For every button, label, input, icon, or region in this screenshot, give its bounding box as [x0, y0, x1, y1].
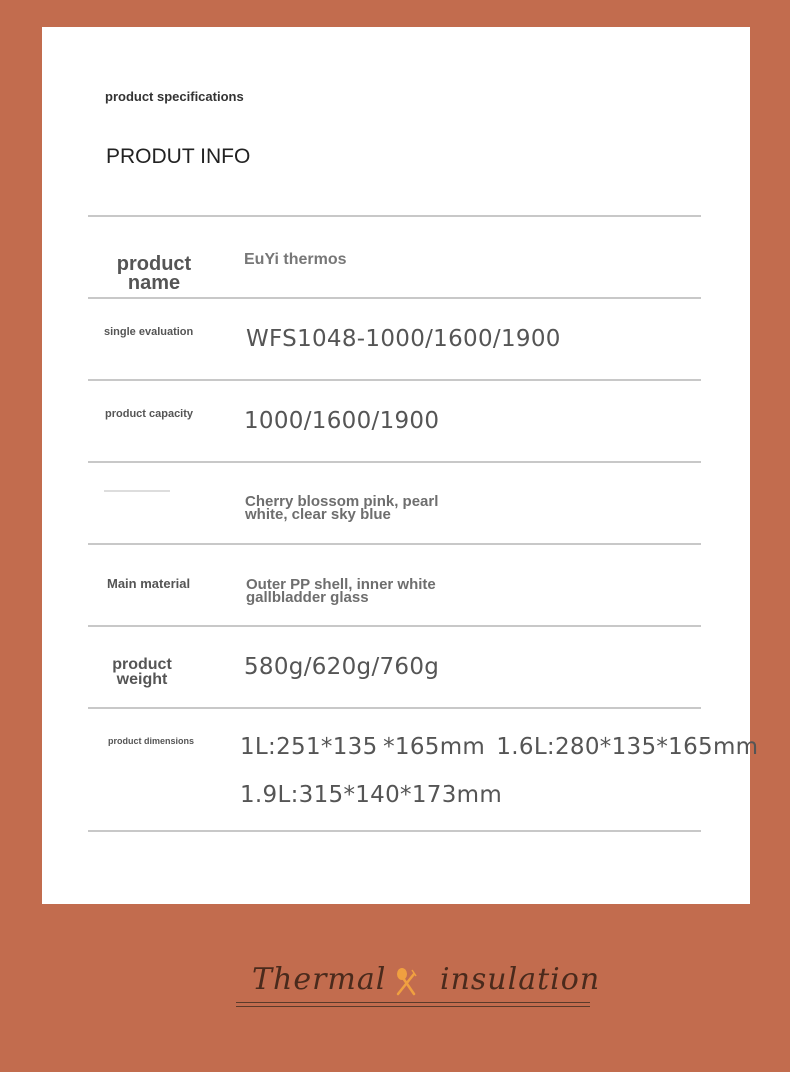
divider	[88, 297, 701, 299]
spec-value-product-name: EuYi thermos	[244, 251, 347, 268]
spec-label-product-name: product name	[116, 253, 192, 294]
spec-label-product-weight: product weight	[112, 656, 172, 688]
spec-value-dimensions-line2: 1.9L:315*140*173mm	[240, 782, 503, 808]
spec-label-product-dimensions: product dimensions	[108, 736, 195, 746]
divider	[88, 461, 701, 463]
spec-value-material: Outer PP shell, inner white gallbladder glass	[246, 576, 436, 606]
spec-label-product-capacity: product capacity	[105, 408, 194, 420]
divider	[88, 830, 701, 832]
divider	[88, 543, 701, 545]
spoon-fork-icon	[392, 966, 420, 996]
spec-value-capacity: 1000/1600/1900	[244, 408, 440, 434]
divider	[88, 625, 701, 627]
footer-banner	[236, 958, 601, 1010]
spec-label-single-evaluation: single evaluation	[104, 326, 194, 338]
divider	[88, 707, 701, 709]
spec-label-placeholder	[104, 490, 170, 492]
divider	[88, 379, 701, 381]
footer-underline	[236, 1002, 590, 1007]
spec-value-model: WFS1048-1000/1600/1900	[246, 326, 561, 352]
footer-text-right: insulation	[440, 962, 601, 997]
divider	[88, 215, 701, 217]
spec-label-main-material: Main material	[107, 576, 191, 591]
spec-value-colors: Cherry blossom pink, pearl white, clear sky blue	[245, 493, 439, 523]
spec-card	[42, 27, 759, 904]
spec-value-dimensions-line1: 1L:251*135 *165mm 1.6L:280*135*165mm	[240, 734, 759, 760]
section-subtitle: product specifications	[105, 89, 244, 104]
spec-value-weight: 580g/620g/760g	[244, 654, 440, 680]
section-title: PRODUT INFO	[106, 145, 251, 168]
footer-text-left: Thermal	[252, 962, 387, 997]
